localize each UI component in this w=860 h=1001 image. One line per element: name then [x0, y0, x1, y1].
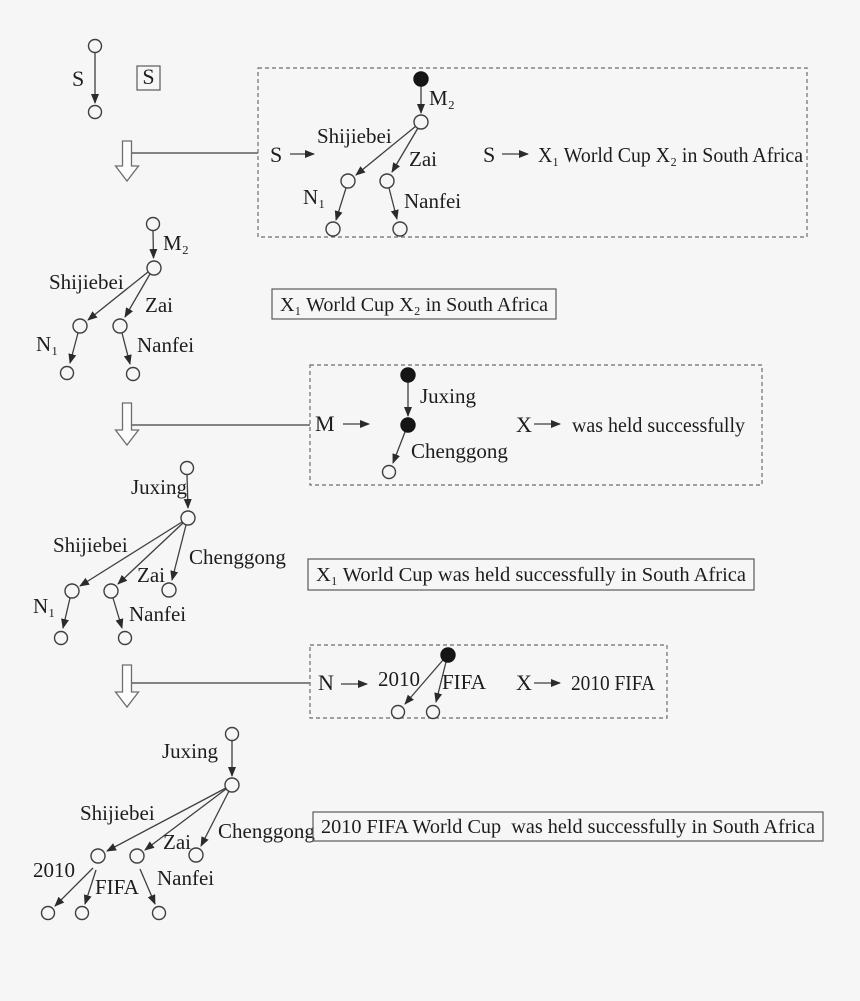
start-tree-root-node: [89, 40, 102, 53]
step-connector-2: [116, 403, 311, 445]
tree1-root-node: [147, 218, 160, 231]
sentence-box-2: [308, 559, 754, 590]
tree1-left-edge-label: Shijiebei: [49, 270, 124, 294]
tree2-left-node: [65, 584, 79, 598]
tree3-inner-node: [225, 778, 239, 792]
tree2-mid-leaf-edge-label: Nanfei: [129, 602, 187, 626]
tree2-root-node: [181, 462, 194, 475]
tree3-left-left-leaf: [42, 907, 55, 920]
tree2-left-edge-label: Shijiebei: [53, 533, 128, 557]
tree3-left-node: [91, 849, 105, 863]
sentence3-text: 2010 FIFA World Cup was held successfully in South Africa: [321, 816, 816, 838]
tree2-left-leaf: [55, 632, 68, 645]
tree1-root-edge: [153, 231, 154, 259]
tree2-right-edge: [172, 525, 186, 580]
rule1-lhs-label: S: [270, 142, 283, 167]
down-block-arrow-2: [116, 403, 139, 445]
rule1-tree-right-leaf: [393, 222, 407, 236]
tree2-inner-node: [181, 511, 195, 525]
rule1-right-leaf-edge-label: Nanfei: [404, 189, 462, 213]
step-connector-3: [116, 665, 311, 707]
tree2-right-edge-label: Chenggong: [189, 545, 286, 569]
rule3-right-edge-label: FIFA: [442, 670, 486, 694]
rule2-target-lhs-label: X: [516, 412, 532, 437]
tree1-right-leaf: [127, 368, 140, 381]
tree2-mid-edge-label: Zai: [137, 563, 165, 587]
down-block-arrow-1: [116, 141, 139, 181]
rule1-box: [258, 68, 807, 237]
tree3-left-left-leaf-edge-label: 2010: [33, 858, 75, 882]
tree2-left-leaf-edge-label: N₁: [33, 594, 56, 618]
rule2-tree-root-node: [401, 368, 415, 382]
rule2-box: [310, 365, 762, 485]
tree3-left-right-leaf-edge-label: FIFA: [95, 875, 139, 899]
tree3-mid-leaf-edge-label: Nanfei: [157, 866, 215, 890]
rule2-leaf-edge-label: Chenggong: [411, 439, 508, 463]
rule1-right-edge-label: Zai: [409, 147, 437, 171]
tree2-root-edge-label: Juxing: [131, 475, 188, 499]
step-connector-1: [116, 141, 259, 181]
tree3-right-edge-label: Chenggong: [218, 819, 315, 843]
tree3-left-right-leaf: [76, 907, 89, 920]
rule1-root-edge-label: M₂: [429, 86, 455, 110]
sentence2-text: X₁ World Cup was held successfully in South Africa: [316, 564, 747, 586]
tree1-inner-node: [147, 261, 161, 275]
tree1-root-edge-label: M₂: [163, 231, 189, 255]
tree2-mid-leaf: [119, 632, 132, 645]
rule2-root-edge-label: Juxing: [420, 384, 477, 408]
derivation-tree-3: [33, 728, 315, 920]
rule1-tree-left-leaf: [326, 222, 340, 236]
start-tree-edge-label: S: [72, 66, 85, 91]
tree3-root-edge-label: Juxing: [162, 739, 219, 763]
start-symbol-label: S: [142, 64, 155, 89]
sentence1-text: X₁ World Cup X₂ in South Africa: [280, 294, 549, 316]
tree1-right-edge-label: Zai: [145, 293, 173, 317]
rule2-tree-leaf-edge: [393, 432, 405, 463]
tree1-right-leaf-edge-label: Nanfei: [137, 333, 195, 357]
rule3-target-rhs-label: 2010 FIFA: [571, 671, 656, 695]
rule3-lhs-label: N: [318, 670, 334, 695]
rule1-tree-right-node: [380, 174, 394, 188]
sentence-box-3: [313, 812, 823, 841]
tree3-mid-edge-label: Zai: [163, 830, 191, 854]
rule2-tree-inner-node: [401, 418, 415, 432]
derivation-tree-1: [36, 218, 194, 381]
rule1-tree-root-node: [414, 72, 428, 86]
tree2-left-leaf-edge: [63, 598, 70, 628]
rule2-tree-leaf: [383, 466, 396, 479]
rule1-tree-left-leaf-edge: [336, 188, 346, 220]
derivation-tree-2: [33, 462, 286, 645]
start-tree-leaf-node: [89, 106, 102, 119]
rule1-target-lhs-label: S: [483, 142, 496, 167]
tree1-left-leaf: [61, 367, 74, 380]
start-symbol-box: [137, 64, 160, 90]
tree2-mid-leaf-edge: [113, 598, 122, 628]
tree3-root-node: [226, 728, 239, 741]
rule3-box: [310, 645, 667, 719]
tree3-mid-node: [130, 849, 144, 863]
tree2-mid-node: [104, 584, 118, 598]
rule1-tree-right-leaf-edge: [389, 188, 397, 219]
rule2-lhs-label: M: [315, 411, 335, 436]
rule2-target-rhs-label: was held successfully: [572, 413, 746, 437]
tree2-root-edge: [187, 475, 188, 509]
tree1-right-leaf-edge: [122, 333, 130, 364]
rule3-tree-root-node: [441, 648, 455, 662]
tree3-left-edge-label: Shijiebei: [80, 801, 155, 825]
rule1-tree-left-node: [341, 174, 355, 188]
rule3-tree-left-leaf: [392, 706, 405, 719]
rule1-left-edge-label: Shijiebei: [317, 124, 392, 148]
tree3-right-leaf: [189, 848, 203, 862]
rule3-target-lhs-label: X: [516, 670, 532, 695]
tree1-left-node: [73, 319, 87, 333]
rule1-target-rhs-label: X₁ World Cup X₂ in South Africa: [538, 143, 804, 167]
tree3-mid-leaf: [153, 907, 166, 920]
rule3-left-edge-label: 2010: [378, 667, 420, 691]
rule3-tree-right-leaf: [427, 706, 440, 719]
tree3-mid-leaf-edge: [140, 869, 155, 904]
rule1-tree-inner-node: [414, 115, 428, 129]
down-block-arrow-3: [116, 665, 139, 707]
sentence-box-1: [272, 289, 556, 319]
rule1-left-leaf-edge-label: N₁: [303, 185, 326, 209]
tree1-right-node: [113, 319, 127, 333]
tree1-left-leaf-edge-label: N₁: [36, 332, 59, 356]
start-tree: [72, 40, 102, 119]
tree1-left-leaf-edge: [70, 333, 78, 363]
